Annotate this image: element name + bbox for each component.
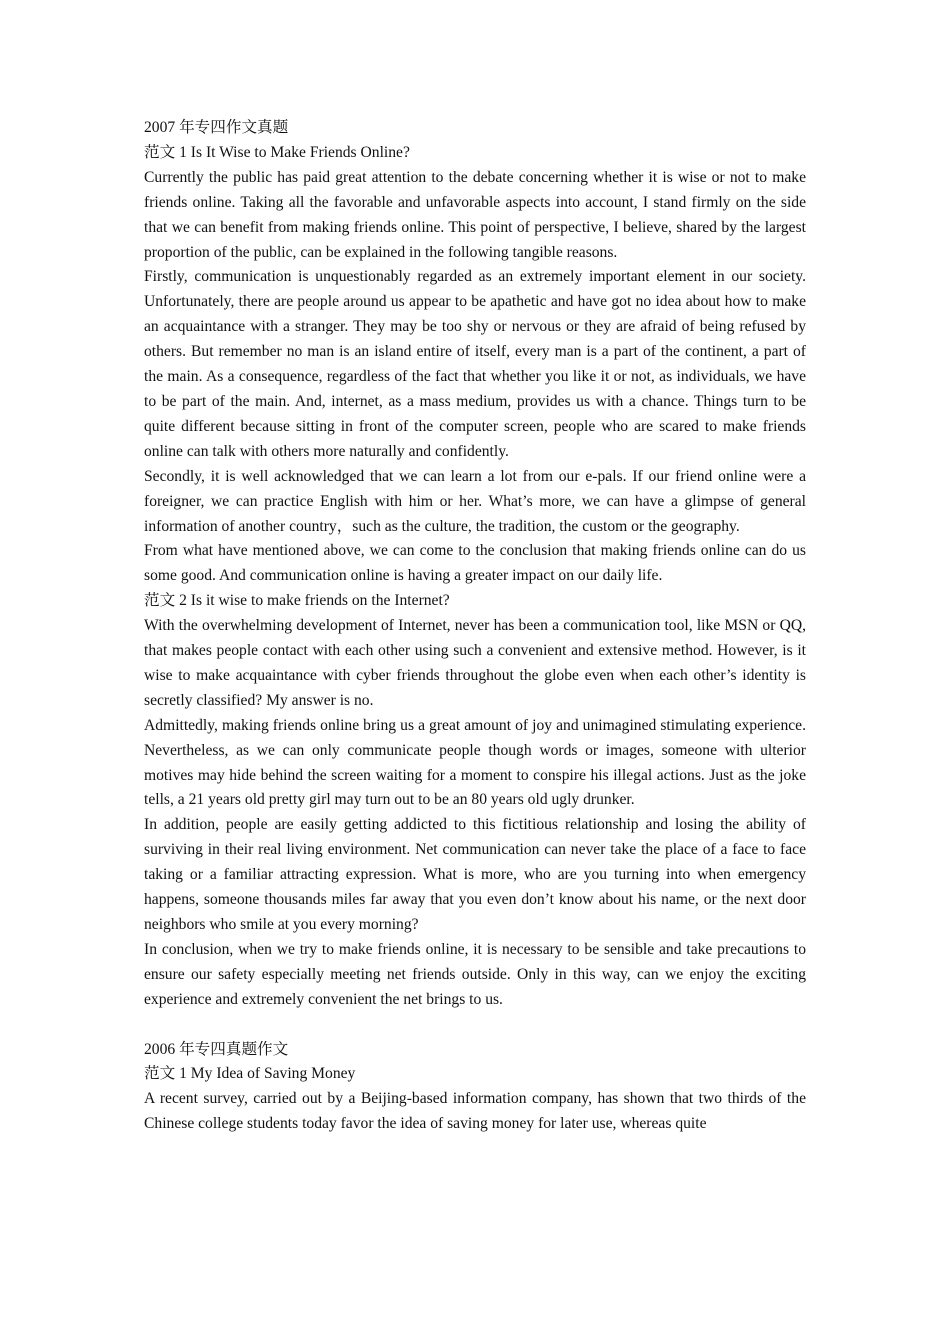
essay-paragraph: From what have mentioned above, we can come to the conclusion that making friends online can do us some good. And communication online is having a greater impact on our daily life.: [144, 542, 806, 585]
essay-paragraph: Admittedly, making friends online bring us a great amount of joy and unimagined stimulating experience. Nevertheless, as we can only communicate people though words or images, someone with ulterior motives may hide behind the screen waiting for a moment to conspire his illegal actions. Just as the joke tells, a 21 years old pretty girl may turn out to be an 80 years old ugly drunker.: [144, 716, 806, 809]
essay-paragraph: In addition, people are easily getting addicted to this fictitious relationship and losing the ability of surviving in their real living environment. Net communication can never take the place of a face to face taking or a familiar attracting expression. What is more, who are you turning into when emergency happens, someone thousands miles far away that you even don’t know about his name, or the next door neighbors who smile at you every morning?: [144, 816, 806, 933]
section-heading-2006: 2006 年专四真题作文: [144, 1040, 289, 1058]
section-spacer: [144, 1013, 806, 1038]
essay-title-2007-1: 范文 1 Is It Wise to Make Friends Online?: [144, 143, 410, 161]
essay-paragraph: Secondly, it is well acknowledged that we can learn a lot from our e-pals. If our friend online were a foreigner, we can practice English with him or her. What’s more, we can have a glimpse of general information of another country，such as the culture, the tradition, the custom or the geography.: [144, 467, 806, 535]
document-page: [144, 116, 806, 1137]
essay-title-2006-1: 范文 1 My Idea of Saving Money: [144, 1065, 356, 1083]
section-heading-2007: 2007 年专四作文真题: [144, 119, 289, 136]
essay-paragraph: With the overwhelming development of Internet, never has been a communication tool, like MSN or QQ, that makes people contact with each other using such a convenient and extensive method. However, is it wise to make acquaintance with cyber friends throughout the globe even when each other’s identity is secretly classified? My answer is no.: [144, 617, 806, 709]
essay-paragraph: A recent survey, carried out by a Beijing-based information company, has shown that two thirds of the Chinese college students today favor the idea of saving money for later use, whereas quite: [144, 1090, 806, 1133]
essay-title-2007-2: 范文 2 Is it wise to make friends on the Internet?: [144, 592, 450, 610]
essay-paragraph: In conclusion, when we try to make friends online, it is necessary to be sensible and take precautions to ensure our safety especially meeting net friends outside. Only in this way, can we enjoy the exciting experience and extremely convenient the net brings to us.: [144, 940, 806, 1008]
essay-paragraph: Firstly, communication is unquestionably regarded as an extremely important element in our society. Unfortunately, there are people around us appear to be apathetic and have got no idea about how to make an acquaintance with a stranger. They may be too shy or nervous or they are afraid of being refused by others. But remember no man is an island entire of itself, every man is a part of the continent, a part of the main. As a consequence, regardless of the fact that whether you like it or not, as individuals, we have to be part of the main. And, internet, as a mass medium, provides us with a chance. Things turn to be quite different because sitting in front of the computer screen, people who are scared to make friends online can talk with others more naturally and confidently.: [144, 268, 806, 460]
essay-paragraph: Currently the public has paid great attention to the debate concerning whether it is wise or not to make friends online. Taking all the favorable and unfavorable aspects into account, I stand firmly on the side that we can benefit from making friends online. This point of perspective, I believe, shared by the largest proportion of the public, can be explained in the following tangible reasons.: [144, 168, 806, 261]
